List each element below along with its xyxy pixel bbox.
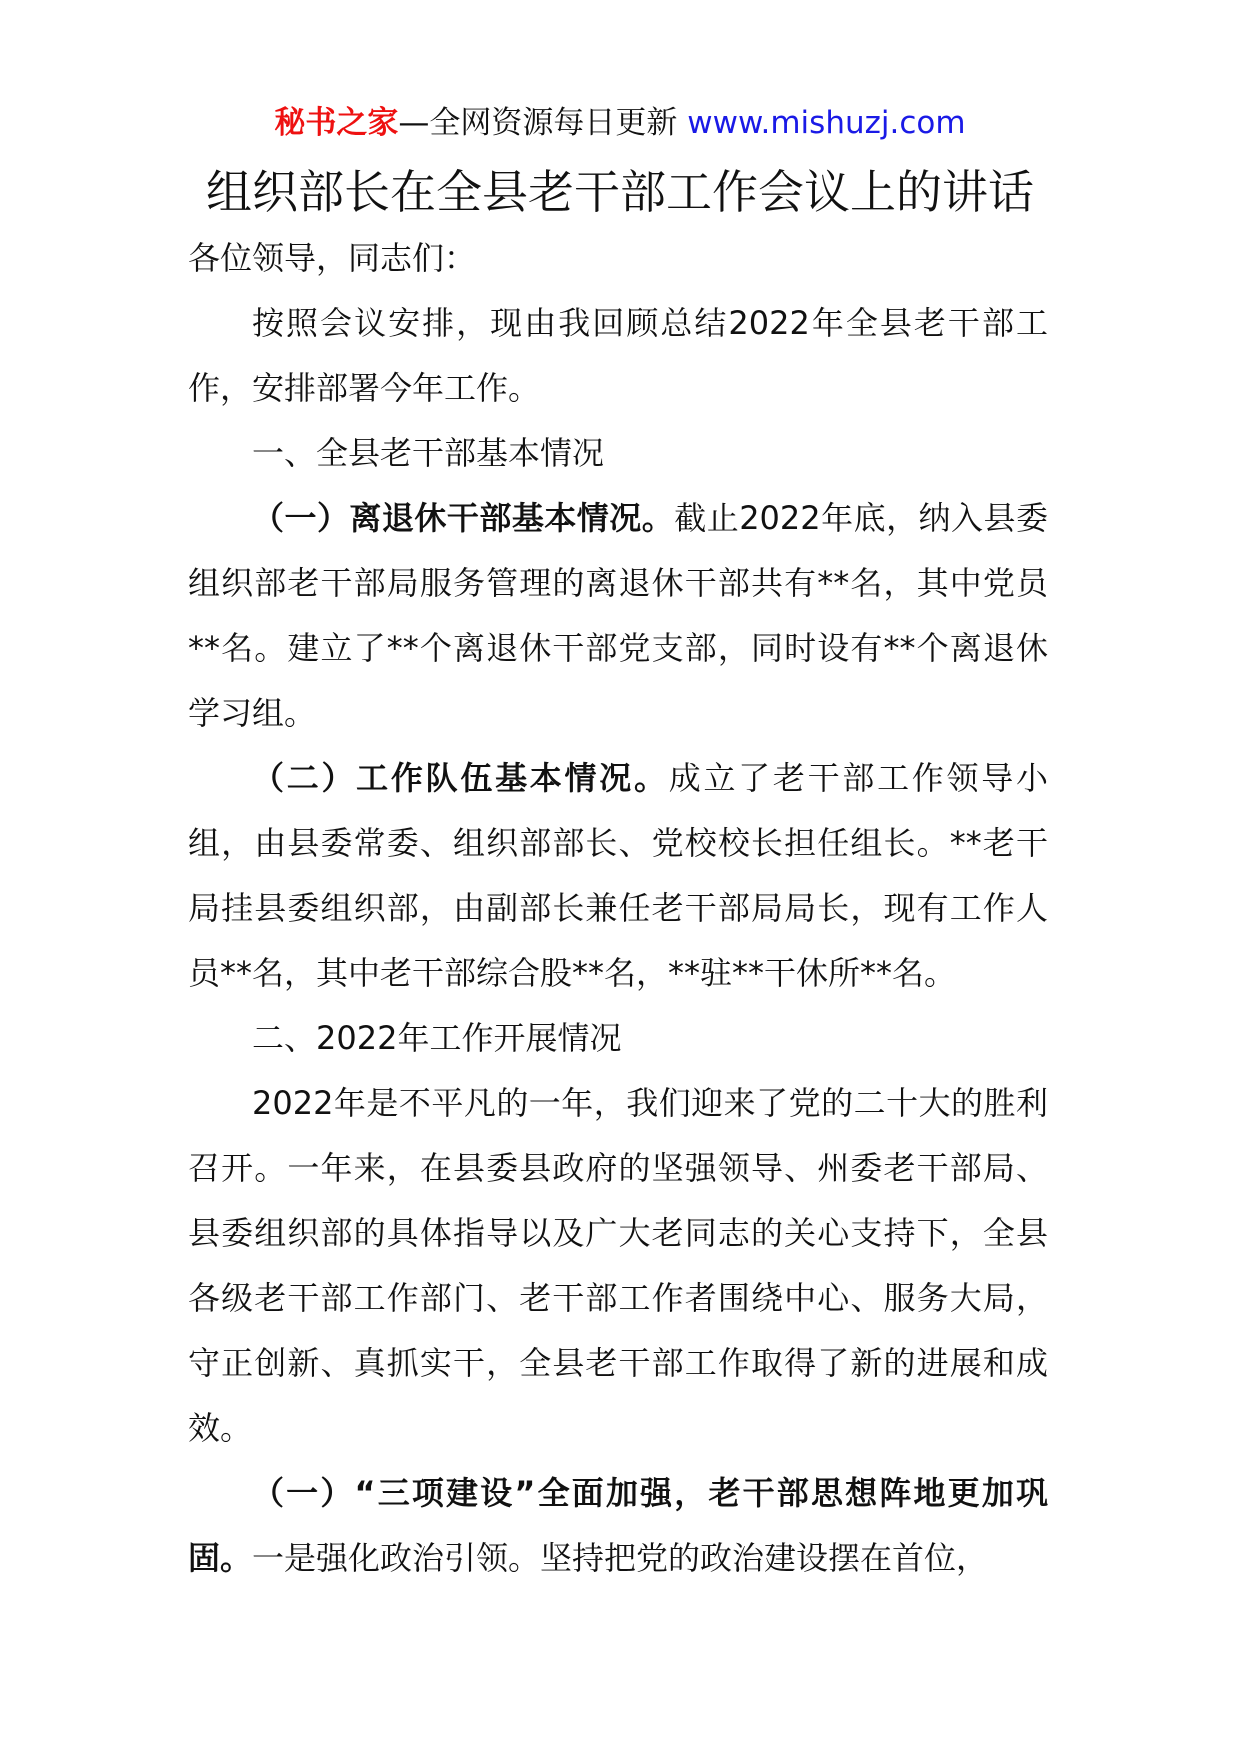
document-title: 组织部长在全县老干部工作会议上的讲话 — [206, 165, 1034, 219]
section-heading-2: 二、2022年工作开展情况 — [252, 1019, 622, 1057]
paragraph-work-team: （二）工作队伍基本情况。成立了老干部工作领导小组，由县委常委、组织部部长、党校校长担任组长。**老干局挂县委组织部，由副部长兼任老干部局局长，现有工作人员**名，其中老干部综合股**名，**驻**干休所**名。 — [188, 759, 1048, 992]
paragraph-lead: （一）离退休干部基本情况。 — [252, 499, 675, 537]
document-body — [188, 226, 1048, 1591]
header-url[interactable]: www.mishuzj.com — [687, 105, 966, 141]
site-header — [0, 102, 1240, 144]
paragraph-lead: （二）工作队伍基本情况。 — [252, 759, 669, 797]
paragraph-three-constructions: （一）“三项建设”全面加强，老干部思想阵地更加巩固。一是强化政治引领。坚持把党的政治建设摆在首位， — [188, 1474, 1048, 1577]
paragraph-2022-summary: 2022年是不平凡的一年，我们迎来了党的二十大的胜利召开。一年来，在县委县政府的坚强领导、州委老干部局、县委组织部的具体指导以及广大老同志的关心支持下，全县各级老干部工作部门、老干部工作者围绕中心、服务大局，守正创新、真抓实干，全县老干部工作取得了新的进展和成效。 — [188, 1084, 1048, 1447]
paragraph-lead: （一）“三项建设”全面加强，老干部思想阵地更加巩固。 — [188, 1474, 1048, 1577]
header-brand: 秘书之家 — [274, 105, 399, 141]
header-tagline: —全网资源每日更新 — [398, 105, 688, 141]
section-heading-1: 一、全县老干部基本情况 — [252, 434, 605, 472]
salutation: 各位领导，同志们： — [188, 239, 477, 277]
paragraph-retired-cadres: （一）离退休干部基本情况。截止2022年底，纳入县委组织部老干部局服务管理的离退休干部共有**名，其中党员**名。建立了**个离退休干部党支部，同时设有**个离退休学习组。 — [188, 499, 1048, 732]
intro-paragraph: 按照会议安排，现由我回顾总结2022年全县老干部工作，安排部署今年工作。 — [188, 304, 1048, 407]
